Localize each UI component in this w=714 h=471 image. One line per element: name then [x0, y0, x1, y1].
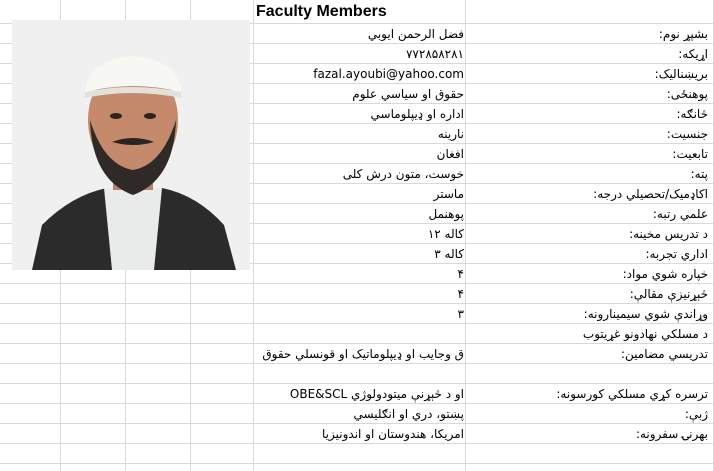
field-row — [254, 164, 714, 184]
field-label: تابعیت: — [672, 147, 708, 161]
field-row — [254, 324, 714, 344]
field-label: اړیکه: — [678, 47, 708, 61]
field-value[interactable]: حقوق او سیاسي علوم — [352, 87, 464, 101]
field-label: څانګه: — [676, 107, 708, 121]
field-row — [254, 284, 714, 304]
field-row — [254, 104, 714, 124]
field-row — [254, 244, 714, 264]
field-row — [254, 404, 714, 424]
field-label: د تدریس مخینه: — [629, 227, 708, 241]
field-row — [254, 384, 714, 404]
field-label: بهرنۍ سفرونه: — [635, 427, 708, 441]
field-row — [254, 124, 714, 144]
field-row — [254, 84, 714, 104]
field-label: ژبې: — [684, 407, 708, 421]
field-row — [254, 424, 714, 444]
field-value[interactable]: ماستر — [433, 187, 464, 201]
field-value[interactable]: امریکا، هندوستان او اندونیزیا — [322, 427, 464, 441]
field-label: د مسلکي نهادونو غړيتوب — [582, 327, 708, 341]
field-value[interactable] — [254, 364, 464, 384]
field-row — [254, 304, 714, 324]
field-value[interactable]: فضل الرحمن ایوبي — [367, 27, 464, 41]
field-label: څېړنيزې مقالې: — [629, 287, 708, 301]
field-label: اداري تجربه: — [645, 247, 708, 261]
field-value[interactable]: خوست، متون درش کلی — [342, 167, 464, 181]
field-label: پته: — [690, 167, 708, 181]
field-value[interactable]: ۴ — [457, 267, 464, 281]
field-value[interactable]: fazal.ayoubi@yahoo.com — [313, 67, 464, 81]
field-label: جنسیت: — [666, 127, 708, 141]
field-value[interactable]: ۷۷۲۸۵۸۲۸۱ — [405, 47, 464, 61]
field-value[interactable]: ۳ — [457, 307, 464, 321]
field-label: وړاندې شوي سيمينارونه: — [583, 307, 708, 321]
field-label: بشپړ نوم: — [658, 27, 708, 41]
field-label: پوهنځی: — [666, 87, 708, 101]
field-value[interactable] — [254, 324, 464, 344]
field-value[interactable]: کاله ۱۲ — [427, 227, 464, 241]
field-value[interactable]: نارینه — [437, 127, 464, 141]
field-label: اکاډمیک/تحصیلي درجه: — [593, 187, 708, 201]
page-title: Faculty Members — [256, 3, 387, 20]
field-row — [254, 184, 714, 204]
field-value[interactable]: پوهنمل — [428, 207, 464, 221]
field-value[interactable]: پښتو، دري او انګلیسي — [353, 407, 464, 421]
field-label: خپاره شوي مواد: — [622, 267, 708, 281]
field-value[interactable]: ق وجایب او ډیپلوماتیک او قونسلي حقوق — [262, 347, 464, 361]
field-value[interactable]: افغان — [436, 147, 464, 161]
field-row — [254, 344, 714, 364]
field-value[interactable]: ۴ — [457, 287, 464, 301]
field-row — [254, 144, 714, 164]
field-label: ترسره کړي مسلکي کورسونه: — [556, 387, 708, 401]
faculty-portrait-icon — [12, 20, 250, 270]
field-label: بریښنالیک: — [654, 67, 708, 81]
field-row — [254, 64, 714, 84]
field-value[interactable]: OBE&SCL او د څېړنې میتودولوژي — [289, 387, 464, 401]
field-value[interactable]: کاله ۳ — [434, 247, 464, 261]
field-row — [254, 44, 714, 64]
field-row — [254, 224, 714, 244]
field-label: تدريسي مضامين: — [620, 347, 708, 361]
field-row — [254, 364, 714, 384]
field-value[interactable]: اداره او ډیپلوماسي — [370, 107, 464, 121]
field-row — [254, 264, 714, 284]
field-label: علمي رتبه: — [652, 207, 708, 221]
field-row — [254, 24, 714, 44]
field-row — [254, 204, 714, 224]
